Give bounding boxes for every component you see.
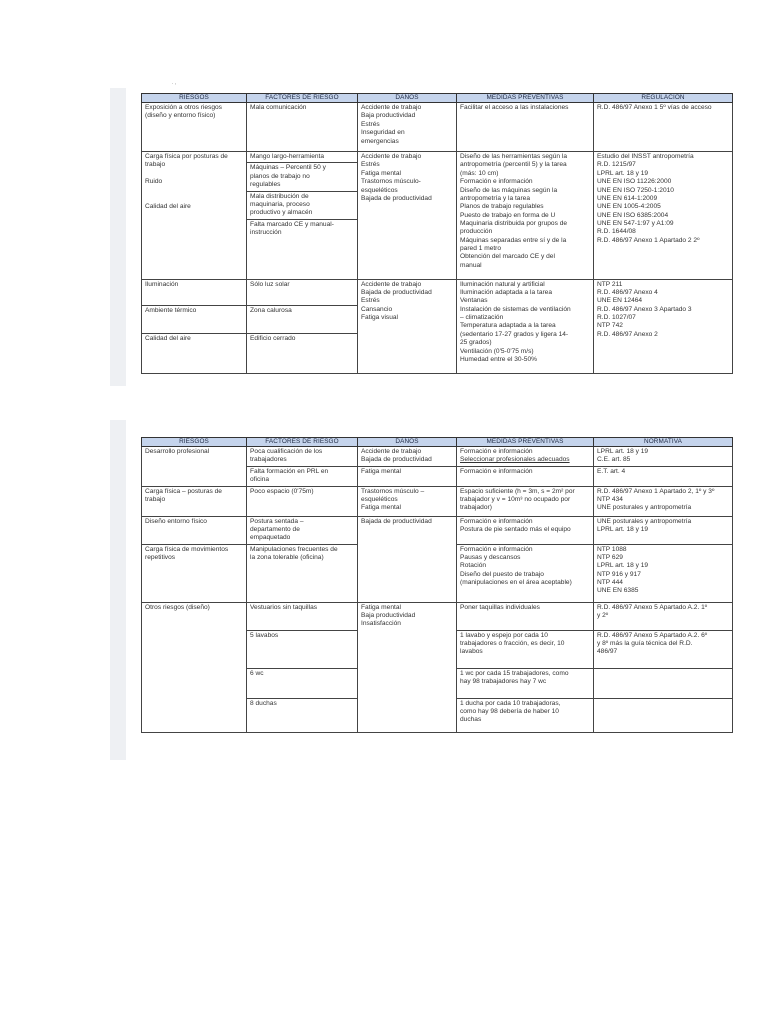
cell-normativa <box>594 698 733 732</box>
cell-normativa: R.D. 486/97 Anexo 5 Apartado A.2. 6º y 8º más la guía técnica del R.D. 486/97 <box>594 630 733 668</box>
cell-medidas <box>457 447 594 467</box>
cell-medidas: Espacio suficiente (h = 3m, s = 2m² por trabajador y v = 10m³ no ocupado por trabajador) <box>457 486 594 516</box>
header-medidas: MEDIDAS PREVENTIVAS <box>457 94 594 103</box>
cell-factor: Edificio cerrado <box>247 333 358 373</box>
page-margin-strip-1 <box>110 88 126 386</box>
cell-riesgo: Otros riesgos (diseño) <box>142 602 247 732</box>
cell-factor: 6 wc <box>247 668 358 698</box>
cell-medidas: Formación e información <box>457 466 594 486</box>
risk-table-1 <box>141 93 733 374</box>
table-row <box>142 103 733 152</box>
cell-factor: Poca cualificación de los trabajadores <box>247 447 358 467</box>
table-row <box>142 152 733 163</box>
cell-factor: Falta marcado CE y manual- instrucción <box>247 219 358 279</box>
cell-danos: Fatiga mental Baja productividad Insatisfacción <box>358 602 457 732</box>
cell-danos: Fatiga mental <box>358 466 457 486</box>
cell-danos: Accidente de trabajo Bajada de productividad Estrés Cansancio Fatiga visual <box>358 279 457 373</box>
medida-line: Seleccionar profesionales adecuados <box>460 456 570 464</box>
cell-riesgo: Exposición a otros riesgos (diseño y entorno físico) <box>142 103 247 152</box>
cell-factor: Sólo luz solar <box>247 279 358 305</box>
cell-riesgo: Carga física de movimientos repetitivos <box>142 544 247 602</box>
cell-factor: Mala distribución de maquinaria, proceso productivo y almacén <box>247 191 358 219</box>
cell-normativa: R.D. 486/97 Anexo 1 Apartado 2, 1º y 3º NTP 434 UNE posturales y antropometría <box>594 486 733 516</box>
table-row <box>142 447 733 467</box>
cell-normativa <box>594 668 733 698</box>
cell-medidas: Formación e información Pausas y descansos Rotación Diseño del puesto de trabajo (manipulaciones en el área aceptable) <box>457 544 594 602</box>
cell-medidas: Poner taquillas individuales <box>457 602 594 630</box>
header-medidas: MEDIDAS PREVENTIVAS <box>457 438 594 447</box>
cell-riesgo: Carga física por posturas de trabajo Ruido Calidad del aire <box>142 152 247 280</box>
header-danos: DAÑOS <box>358 94 457 103</box>
cell-factor: Manipulaciones frecuentes de la zona tolerable (oficina) <box>247 544 358 602</box>
cell-factor: 8 duchas <box>247 698 358 732</box>
cell-regulacion: Estudio del INSST antropometría R.D. 1215/97 LPRL art. 18 y 19 UNE EN ISO 11226:2000 UNE EN ISO 7250-1:2010 UNE EN 614-1:2009 UNE EN 1005-4:2005 UNE EN ISO 6385:2004 UNE EN 547-1:97 y A1:09 R.D. 1644/08 R.D. 486/97 Anexo 1 Apartado 2 2º <box>594 152 733 280</box>
header-riesgos: RIESGOS <box>142 94 247 103</box>
cell-factor: Mango largo-herramienta <box>247 152 358 163</box>
cell-medidas: Formación e información Postura de pie sentado más el equipo <box>457 516 594 544</box>
cell-riesgo: Ambiente térmico <box>142 305 247 333</box>
cell-medidas: Facilitar el acceso a las instalaciones <box>457 103 594 152</box>
table-header-row <box>142 94 733 103</box>
cell-regulacion: R.D. 486/97 Anexo 1 5º vías de acceso <box>594 103 733 152</box>
header-normativa: NORMATIVA <box>594 438 733 447</box>
table-row <box>142 486 733 516</box>
cell-factor: Falta formación en PRL en oficina <box>247 466 358 486</box>
cell-danos: Accidente de trabajo Bajada de productividad <box>358 447 457 467</box>
cell-medidas: Diseño de las herramientas según la antropometría (percentil 5) y la tarea (más: 10 cm) Formación e información Diseño de las máquinas según la antropometría y la tarea Planos de trabajo regulables Puesto de trabajo en forma de U Maquinaria distribuida por grupos de producción Máquinas separadas entre sí y de la pared 1 metro Obtención del marcado CE y del manual <box>457 152 594 280</box>
cell-normativa: E.T. art. 4 <box>594 466 733 486</box>
cell-normativa: NTP 1088 NTP 629 LPRL art. 18 y 19 NTP 916 y 917 NTP 444 UNE EN 6385 <box>594 544 733 602</box>
cell-factor: Postura sentada – departamento de empaquetado <box>247 516 358 544</box>
cell-factor: Vestuarios sin taquillas <box>247 602 358 630</box>
header-factores: FACTORES DE RIESGO <box>247 94 358 103</box>
table-row <box>142 516 733 544</box>
cell-danos: Bajada de productividad <box>358 516 457 602</box>
cell-riesgo: Diseño entorno físico <box>142 516 247 544</box>
cell-riesgo: Calidad del aire <box>142 333 247 373</box>
cell-factor: Máquinas – Percentil 50 y planos de trabajo no regulables <box>247 163 358 191</box>
cell-danos: Trastornos músculo – esqueléticos Fatiga mental <box>358 486 457 516</box>
cell-danos: Accidente de trabajo Estrés Fatiga mental Trastornos músculo- esqueléticos Bajada de productividad <box>358 152 457 280</box>
table-header-row <box>142 438 733 447</box>
cell-riesgo: Desarrollo profesional <box>142 447 247 486</box>
cell-factor: Zona calurosa <box>247 305 358 333</box>
cell-riesgo: Carga física – posturas de trabajo <box>142 486 247 516</box>
page-mark: . , <box>172 80 177 86</box>
risk-table-2 <box>141 437 733 733</box>
cell-factor: Poco espacio (0'75m) <box>247 486 358 516</box>
cell-normativa: R.D. 486/97 Anexo 5 Apartado A.2. 1º y 2º <box>594 602 733 630</box>
header-danos: DAÑOS <box>358 438 457 447</box>
medida-line: Formación e información <box>460 448 533 456</box>
cell-medidas: Iluminación natural y artificial Iluminación adaptada a la tarea Ventanas Instalación de sistemas de ventilación – climatización Temperatura adaptada a la tarea (sedentario 17-27 grados y ligera 14- 25 grados) Ventilación (0'5-0'75 m/s) Humedad entre el 30-50% <box>457 279 594 373</box>
table-row <box>142 279 733 305</box>
cell-medidas: 1 lavabo y espejo por cada 10 trabajadores o fracción, es decir, 10 lavabos <box>457 630 594 668</box>
page-margin-strip-2 <box>110 420 126 760</box>
header-factores: FACTORES DE RIESGO <box>247 438 358 447</box>
cell-riesgo: Iluminación <box>142 279 247 305</box>
cell-medidas: 1 ducha por cada 10 trabajadoras, como hay 98 debería de haber 10 duchas <box>457 698 594 732</box>
cell-factor: 5 lavabos <box>247 630 358 668</box>
cell-normativa: UNE posturales y antropometría LPRL art. 18 y 19 <box>594 516 733 544</box>
cell-medidas: 1 wc por cada 15 trabajadores, como hay 98 trabajadores hay 7 wc <box>457 668 594 698</box>
header-riesgos: RIESGOS <box>142 438 247 447</box>
table-row <box>142 602 733 630</box>
cell-factor: Mala comunicación <box>247 103 358 152</box>
header-regulacion: REGULACION <box>594 94 733 103</box>
cell-normativa: LPRL art. 18 y 19 C.E. art. 85 <box>594 447 733 467</box>
cell-danos: Accidente de trabajo Baja productividad Estrés Inseguridad en emergencias <box>358 103 457 152</box>
cell-regulacion: NTP 211 R.D. 486/97 Anexo 4 UNE EN 12464 R.D. 486/97 Anexo 3 Apartado 3 R.D. 1027/07 NTP 742 R.D. 486/97 Anexo 2 <box>594 279 733 373</box>
